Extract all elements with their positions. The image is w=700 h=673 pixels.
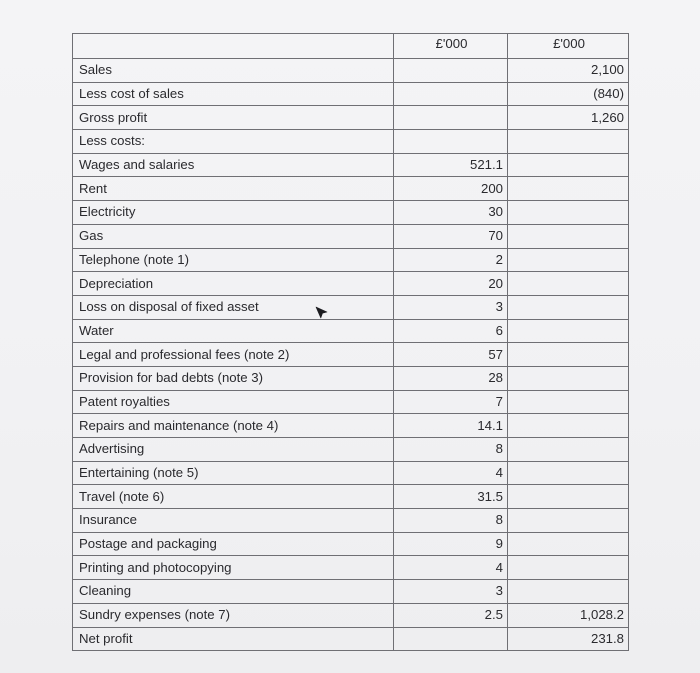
- row-label: Entertaining (note 5): [73, 461, 394, 485]
- row-value-col1: 9: [394, 532, 508, 556]
- row-value-col2: [508, 224, 629, 248]
- row-value-col2: [508, 461, 629, 485]
- table-row: [73, 343, 629, 367]
- row-value-col2: [508, 177, 629, 201]
- row-label: Provision for bad debts (note 3): [73, 366, 394, 390]
- table-row: [73, 603, 629, 627]
- row-value-col2: [508, 485, 629, 509]
- table-row: [73, 509, 629, 533]
- row-value-col1: 3: [394, 295, 508, 319]
- row-label: Less costs:: [73, 130, 394, 154]
- row-value-col1: [394, 106, 508, 130]
- row-label: Wages and salaries: [73, 153, 394, 177]
- row-label: Rent: [73, 177, 394, 201]
- table-row: [73, 390, 629, 414]
- row-value-col1: 57: [394, 343, 508, 367]
- table-row: [73, 438, 629, 462]
- row-label: Repairs and maintenance (note 4): [73, 414, 394, 438]
- table-row: [73, 366, 629, 390]
- row-value-col2: 231.8: [508, 627, 629, 651]
- table-row: [73, 580, 629, 604]
- table-row: [73, 414, 629, 438]
- header-col1: £'000: [394, 34, 508, 59]
- table-header-row: [73, 34, 629, 59]
- row-label: Gas: [73, 224, 394, 248]
- table-row: [73, 532, 629, 556]
- row-value-col1: 2: [394, 248, 508, 272]
- row-value-col1: [394, 82, 508, 106]
- table-row: [73, 248, 629, 272]
- table-row: [73, 224, 629, 248]
- table-row: [73, 295, 629, 319]
- row-label: Legal and professional fees (note 2): [73, 343, 394, 367]
- row-value-col1: 7: [394, 390, 508, 414]
- row-value-col2: 2,100: [508, 59, 629, 83]
- row-value-col1: 31.5: [394, 485, 508, 509]
- row-label: Depreciation: [73, 272, 394, 296]
- row-value-col2: [508, 130, 629, 154]
- table-row: [73, 130, 629, 154]
- row-value-col1: 200: [394, 177, 508, 201]
- row-value-col1: 30: [394, 201, 508, 225]
- row-value-col2: [508, 580, 629, 604]
- row-value-col1: 8: [394, 438, 508, 462]
- profit-and-loss-table: [72, 33, 629, 651]
- row-value-col1: [394, 627, 508, 651]
- row-value-col1: 20: [394, 272, 508, 296]
- row-value-col1: 6: [394, 319, 508, 343]
- row-value-col2: [508, 248, 629, 272]
- table-row: [73, 485, 629, 509]
- row-value-col2: [508, 438, 629, 462]
- row-value-col2: [508, 414, 629, 438]
- row-label: Less cost of sales: [73, 82, 394, 106]
- row-value-col2: [508, 532, 629, 556]
- row-label: Advertising: [73, 438, 394, 462]
- header-col2: £'000: [508, 34, 629, 59]
- row-label: Electricity: [73, 201, 394, 225]
- header-label-cell: [73, 34, 394, 59]
- row-label: Travel (note 6): [73, 485, 394, 509]
- row-value-col1: 28: [394, 366, 508, 390]
- arrow-pointer-icon: [315, 305, 329, 321]
- table-row: [73, 82, 629, 106]
- row-value-col2: 1,028.2: [508, 603, 629, 627]
- row-label: Patent royalties: [73, 390, 394, 414]
- row-value-col1: 4: [394, 461, 508, 485]
- row-value-col2: [508, 366, 629, 390]
- row-label: Sundry expenses (note 7): [73, 603, 394, 627]
- row-label: Water: [73, 319, 394, 343]
- row-label: Loss on disposal of fixed asset: [73, 295, 394, 319]
- row-value-col2: [508, 201, 629, 225]
- row-label: Insurance: [73, 509, 394, 533]
- row-label: Net profit: [73, 627, 394, 651]
- row-label: Postage and packaging: [73, 532, 394, 556]
- table-row: [73, 153, 629, 177]
- row-value-col2: (840): [508, 82, 629, 106]
- table-row: [73, 201, 629, 225]
- table-row: [73, 319, 629, 343]
- row-value-col2: [508, 509, 629, 533]
- row-value-col2: [508, 556, 629, 580]
- row-value-col2: 1,260: [508, 106, 629, 130]
- table-row: [73, 461, 629, 485]
- table-row: [73, 627, 629, 651]
- row-value-col1: 521.1: [394, 153, 508, 177]
- row-value-col2: [508, 319, 629, 343]
- row-label: Telephone (note 1): [73, 248, 394, 272]
- row-value-col1: [394, 130, 508, 154]
- row-label: Printing and photocopying: [73, 556, 394, 580]
- row-value-col2: [508, 153, 629, 177]
- row-value-col1: 4: [394, 556, 508, 580]
- row-value-col2: [508, 390, 629, 414]
- row-value-col1: 2.5: [394, 603, 508, 627]
- table-row: [73, 272, 629, 296]
- row-value-col1: [394, 59, 508, 83]
- row-value-col2: [508, 343, 629, 367]
- table-row: [73, 556, 629, 580]
- row-value-col2: [508, 272, 629, 296]
- row-label: Cleaning: [73, 580, 394, 604]
- row-label: Gross profit: [73, 106, 394, 130]
- row-value-col1: 70: [394, 224, 508, 248]
- table-row: [73, 106, 629, 130]
- row-value-col1: 8: [394, 509, 508, 533]
- table-row: [73, 59, 629, 83]
- row-value-col1: 14.1: [394, 414, 508, 438]
- row-value-col2: [508, 295, 629, 319]
- row-value-col1: 3: [394, 580, 508, 604]
- row-label: Sales: [73, 59, 394, 83]
- table-row: [73, 177, 629, 201]
